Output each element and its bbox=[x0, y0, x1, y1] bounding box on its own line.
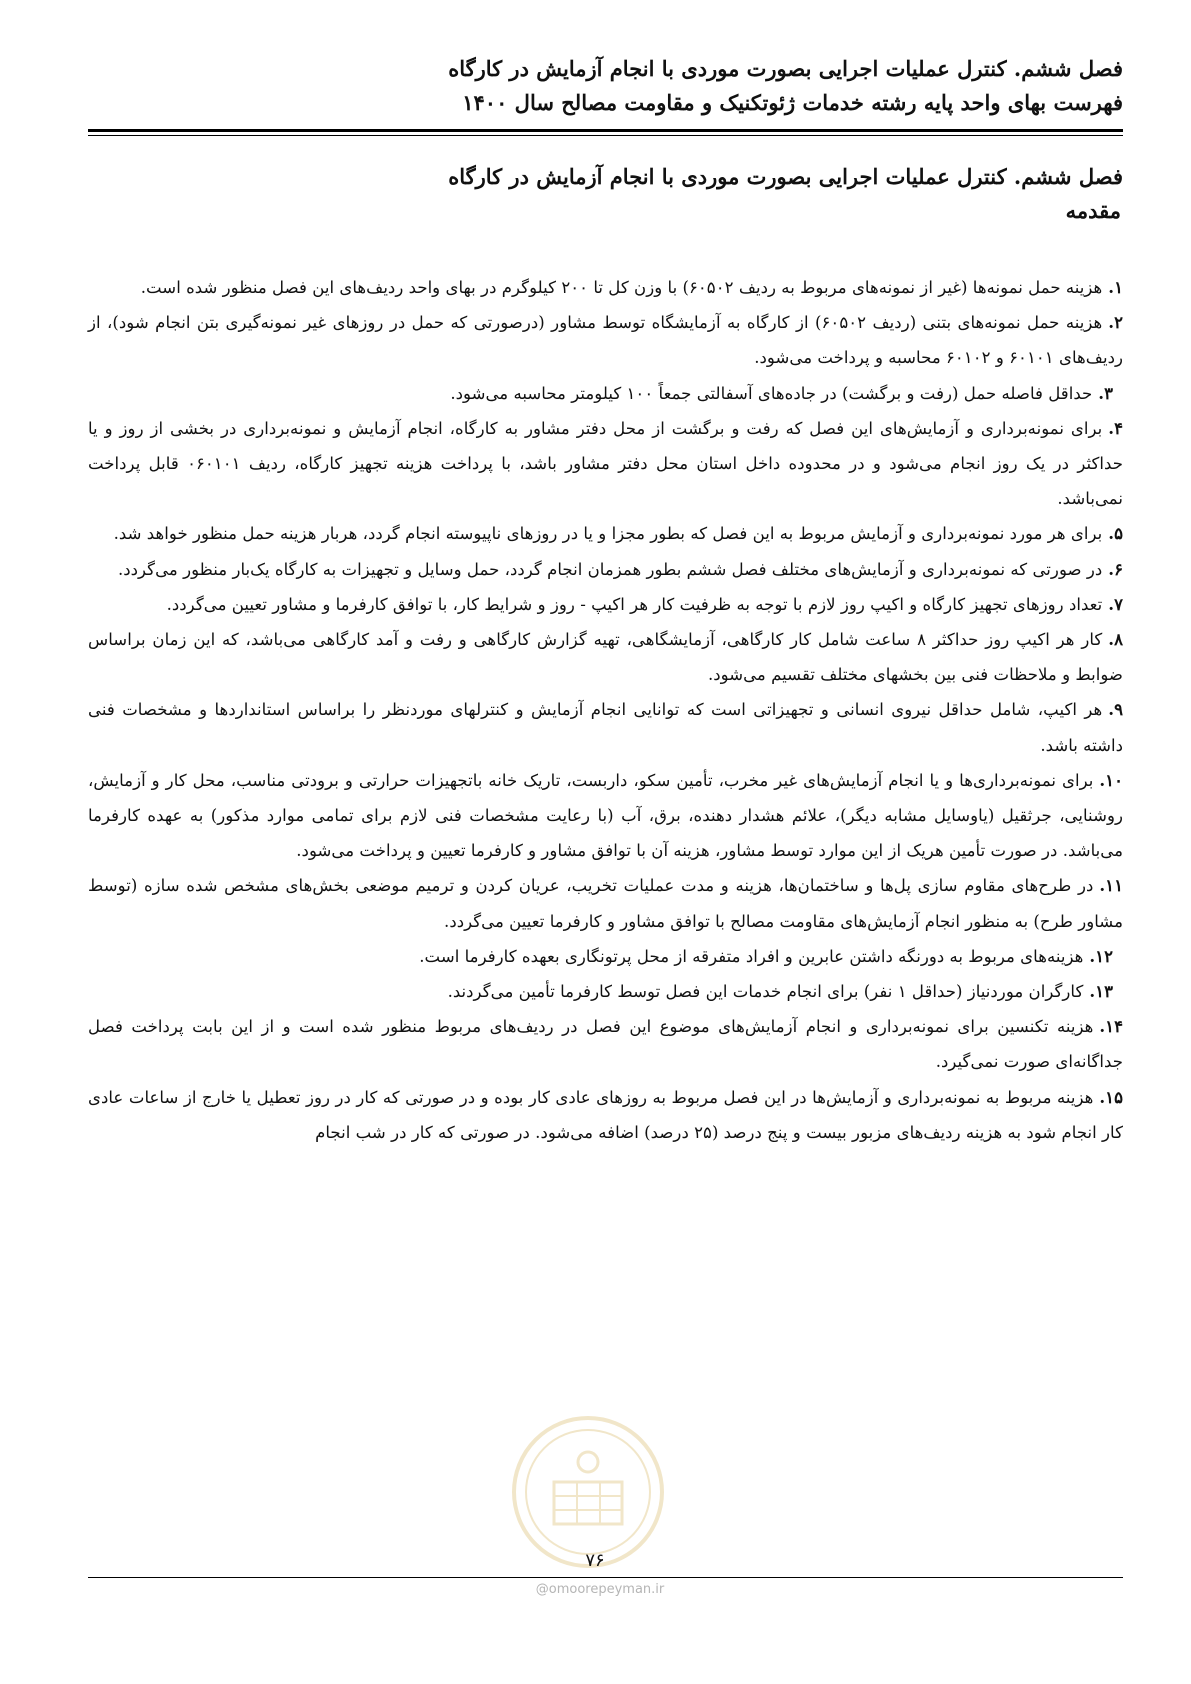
item-number: ۱۱. bbox=[1099, 875, 1123, 896]
item-text: هزینه‌های مربوط به دورنگه داشتن عابرین و افراد متفرقه از محل پرتونگاری بعهده کارفرما است. bbox=[419, 946, 1084, 966]
item-text: برای هر مورد نمونه‌برداری و آزمایش مربوط به این فصل که بطور مجزا و یا در روزهای ناپیوسته انجام گردد، هربار هزینه حمل منظور خواهد شد. bbox=[113, 524, 1103, 544]
footer-rule bbox=[88, 1577, 1123, 1578]
list-item bbox=[88, 587, 1123, 622]
item-number: ۸. bbox=[1108, 629, 1123, 650]
section-subtitle: مقدمه bbox=[1065, 198, 1121, 223]
item-number: ۷. bbox=[1108, 593, 1123, 614]
section-heading bbox=[88, 160, 1123, 228]
list-item bbox=[88, 270, 1123, 305]
header-document-title: فهرست بهای واحد پایه رشته خدمات ژئوتکنیک و مقاومت مصالح سال ۱۴۰۰ bbox=[462, 90, 1123, 115]
item-text: در صورتی که نمونه‌برداری و آزمایش‌های مختلف فصل ششم بطور همزمان انجام گردد، حمل وسایل و تجهیزات به کارگاه یک‌بار منظور می‌گردد. bbox=[117, 559, 1103, 579]
item-number: ۱۰. bbox=[1099, 769, 1123, 790]
item-text: تعداد روزهای تجهیز کارگاه و اکیپ روز لازم با توجه به ظرفیت کار هر اکیپ - روز و شرایط کار، با توافق کارفرما و مشاور تعیین می‌گردد. bbox=[166, 594, 1103, 614]
header-rule-thick bbox=[88, 129, 1123, 132]
list-item bbox=[88, 1080, 1123, 1150]
list-item bbox=[88, 868, 1123, 938]
page-number: ۷۶ bbox=[585, 1550, 605, 1571]
seal-watermark-icon bbox=[508, 1412, 668, 1572]
item-text: کار هر اکیپ روز حداکثر ۸ ساعت شامل کار کارگاهی، آزمایشگاهی، تهیه گزارش کارگاهی و رفت و آمد کارگاهی می‌باشد، که این زمان براساس ضوابط و ملاحظات فنی بین بخشهای مختلف تقسیم می‌شود. bbox=[88, 630, 1123, 685]
item-number: ۱۳. bbox=[1089, 981, 1113, 1002]
item-number: ۱. bbox=[1108, 277, 1123, 297]
item-text: هزینه حمل نمونه‌های بتنی (ردیف ۶۰۵۰۲) از کارگاه به آزمایشگاه توسط مشاور (درصورتی که حمل در روزهای غیر نمونه‌گیری بتن انجام شود)، از ردیف‌های ۶۰۱۰۱ و ۶۰۱۰۲ محاسبه و پرداخت می‌شود. bbox=[88, 313, 1123, 368]
list-item bbox=[88, 305, 1123, 375]
item-number: ۹. bbox=[1108, 699, 1123, 720]
item-number: ۶. bbox=[1108, 558, 1123, 579]
item-number: ۱۲. bbox=[1089, 945, 1113, 966]
item-text: هر اکیپ، شامل حداقل نیروی انسانی و تجهیزاتی است که توانایی انجام آزمایش و کنترلهای موردنظر را براساس استانداردها و مشخصات فنی داشته باشد. bbox=[88, 700, 1123, 755]
intro-list bbox=[88, 270, 1123, 1150]
website-watermark: @omoorepeyman.ir bbox=[535, 1582, 665, 1597]
item-text: هزینه تکنسین برای نمونه‌برداری و انجام آزمایش‌های موضوع این فصل در ردیف‌های مربوط منظور شده است و از این بابت پرداخت فصل جداگانه‌ای صورت نمی‌گیرد. bbox=[88, 1017, 1123, 1072]
header-rule-thin bbox=[88, 135, 1123, 136]
list-item bbox=[88, 974, 1123, 1009]
list-item bbox=[88, 411, 1123, 517]
list-item bbox=[88, 692, 1123, 762]
item-text: حداقل فاصله حمل (رفت و برگشت) در جاده‌های آسفالتی جمعاً ۱۰۰ کیلومتر محاسبه می‌شود. bbox=[450, 383, 1093, 403]
list-item bbox=[88, 763, 1123, 869]
item-text: هزینه مربوط به نمونه‌برداری و آزمایش‌ها در این فصل مربوط به روزهای عادی کار بوده و در صورتی که کار در روز تعطیل یا خارج از ساعات عادی کار انجام شود به هزینه ردیف‌های مزبور بیست و پنج درصد (۲۵ درصد) اضافه می‌شود. در صورتی که کار در شب انجام bbox=[88, 1087, 1123, 1142]
item-text: در طرح‌های مقاوم سازی پل‌ها و ساختمان‌ها، هزینه و مدت عملیات تخریب، عریان کردن و ترمیم موضعی بخش‌های مشخص شده سازه (توسط مشاور طرح) به منظور انجام آزمایش‌های مقاومت مصالح با توافق مشاور و کارفرما تعیین می‌گردد. bbox=[88, 876, 1123, 931]
item-number: ۲. bbox=[1108, 312, 1123, 333]
item-number: ۵. bbox=[1108, 523, 1123, 544]
item-text: هزینه حمل نمونه‌ها (غیر از نمونه‌های مربوط به ردیف ۶۰۵۰۲) با وزن کل تا ۲۰۰ کیلوگرم در بهای واحد ردیف‌های این فصل منظور شده است. bbox=[140, 278, 1103, 297]
item-number: ۴. bbox=[1108, 417, 1123, 438]
list-item bbox=[88, 552, 1123, 587]
item-number: ۳. bbox=[1098, 382, 1113, 403]
list-item bbox=[88, 622, 1123, 692]
section-title: فصل ششم. کنترل عملیات اجرایی بصورت موردی با انجام آزمایش در کارگاه bbox=[448, 164, 1123, 189]
header-chapter-title: فصل ششم. کنترل عملیات اجرایی بصورت موردی با انجام آزمایش در کارگاه bbox=[448, 56, 1123, 81]
running-header bbox=[88, 52, 1123, 120]
list-item bbox=[88, 376, 1123, 411]
item-number: ۱۵. bbox=[1099, 1086, 1123, 1107]
item-number: ۱۴. bbox=[1099, 1016, 1123, 1037]
item-text: کارگران موردنیاز (حداقل ۱ نفر) برای انجام خدمات این فصل توسط کارفرما تأمین می‌گردند. bbox=[447, 982, 1084, 1002]
list-item bbox=[88, 516, 1123, 551]
item-text: برای نمونه‌برداری‌ها و یا انجام آزمایش‌های غیر مخرب، تأمین سکو، داربست، تاریک خانه باتجهیزات حرارتی و برودتی مناسب، محل کار و آزمایش، روشنایی، جرثقیل (یاوسایل مشابه دیگر)، علائم هشدار دهنده، برق، آب (با رعایت مشخصات فنی لازم برای تمامی موارد مذکور) به عهده کارفرما می‌باشد. در صورت تأمین هریک از این موارد توسط مشاور، هزینه آن با توافق مشاور و کارفرما تعیین و پرداخت می‌شود. bbox=[88, 770, 1123, 861]
item-text: برای نمونه‌برداری و آزمایش‌های این فصل که رفت و برگشت از محل دفتر مشاور به کارگاه، انجام آزمایش و نمونه‌برداری در بخشی از روز و یا حداکثر در یک روز انجام می‌شود و در محدوده داخل استان محل دفتر مشاور باشد، با پرداخت هزینه تجهیز کارگاه، ردیف ۰۶۰۱۰۱ قابل پرداخت نمی‌باشد. bbox=[88, 418, 1123, 509]
list-item bbox=[88, 939, 1123, 974]
list-item bbox=[88, 1009, 1123, 1079]
